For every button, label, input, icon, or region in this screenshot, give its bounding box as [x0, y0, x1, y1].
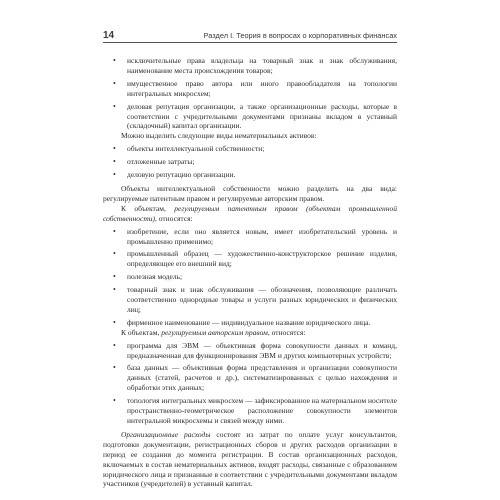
list-item: • исключительные права владельца на товарный знак и знак обслуживания, наименование места происхождения товаров;: [103, 56, 397, 76]
paragraph-copyright-intro: [103, 328, 397, 338]
paragraph-patent-intro: [103, 204, 397, 224]
list-item: • база данных — объективная форма представления и организации совокупности данных (статей, расчетов и др.), систематизированных с целью нахождения и обработки этих данных;: [103, 363, 397, 393]
page-header: [0, 0, 500, 44]
list-item: • деловая репутация организации, а также организационные расходы, которые в соответствии с учредительными документами признаны вкладом в уставный (складочный) капитал организации.: [103, 102, 397, 132]
page-number: 14: [103, 30, 115, 41]
list-item: • программа для ЭВМ — объективная форма совокупности данных и команд, предназначенная для функционирования ЭВМ и других компьютерных устройств;: [103, 341, 397, 361]
list-item: • полезная модель;: [103, 272, 397, 282]
list-item: • отложенные затраты;: [103, 157, 397, 167]
text-span: , относятся:: [154, 213, 193, 223]
bullet-list-copyright-objects: [103, 341, 397, 426]
page-body: [103, 56, 397, 489]
text-span: К объектам,: [121, 203, 175, 213]
list-item: • фирменное наименование — индивидуальное название юридического лица.: [103, 318, 397, 328]
emphasis-patent: регулируемым патентным правом (объектам промышленной собственности): [103, 203, 398, 223]
list-item: • топология интегральных микросхем — зафиксированное на материальном носителе пространственно-геометрическое расположение совокупности элементов интегральной микросхемы и связей между ними.: [103, 396, 397, 426]
list-item: • имущественное право автора или иного правообладателя на топологии интегральных микросхем;: [103, 79, 397, 99]
text-span: состоят из затрат по оплате услуг консультантов, подготовки документации, регистрационных сборов и других расходов организации в период ее создания до момента регистрации. В состав организационных расходов, включаемых в состав нематериальных активов, входят расходы, связанные с образованием юридического лица и признанные в соответствии с учредительными документами вкладом участников (учредителей) в уставный капитал.: [103, 429, 397, 489]
text-span: К объектам,: [121, 327, 162, 337]
list-item: • промышленный образец — художественно-конструкторское решение изделия, определяющее его внешний вид;: [103, 249, 397, 269]
running-header-title: Раздел I. Теория в вопросах о корпоративных финансах: [203, 31, 397, 40]
bullet-list-assets: [103, 56, 397, 131]
list-item: • товарный знак и знак обслуживания — обозначения, позволяющие различать соответственно однородные товары и услуги разных юридических и физических лиц;: [103, 285, 397, 315]
paragraph-types-intro: Можно выделить следующие виды нематериальных активов:: [121, 131, 317, 141]
bullet-list-patent-objects: [103, 227, 397, 328]
bullet-list-types: [103, 144, 397, 180]
paragraph-ip-split: Объекты интеллектуальной собственности можно разделить на два вида: регулируемые патентным правом и регулируемые авторским правом.: [103, 183, 397, 203]
list-item: • изобретение, если оно является новым, имеет изобретательский уровень и промышленно применимо;: [103, 227, 397, 247]
emphasis-copyright: регулируемым авторским правом: [161, 327, 268, 337]
emphasis-org-expenses: Организационные расходы: [121, 429, 211, 439]
text-span: , относятся:: [267, 327, 306, 337]
list-item: • объекты интеллектуальной собственности;: [103, 144, 397, 154]
header-rule: [103, 42, 397, 43]
paragraph-org-expenses: [103, 430, 397, 489]
list-item: • деловую репутацию организации.: [103, 170, 397, 180]
